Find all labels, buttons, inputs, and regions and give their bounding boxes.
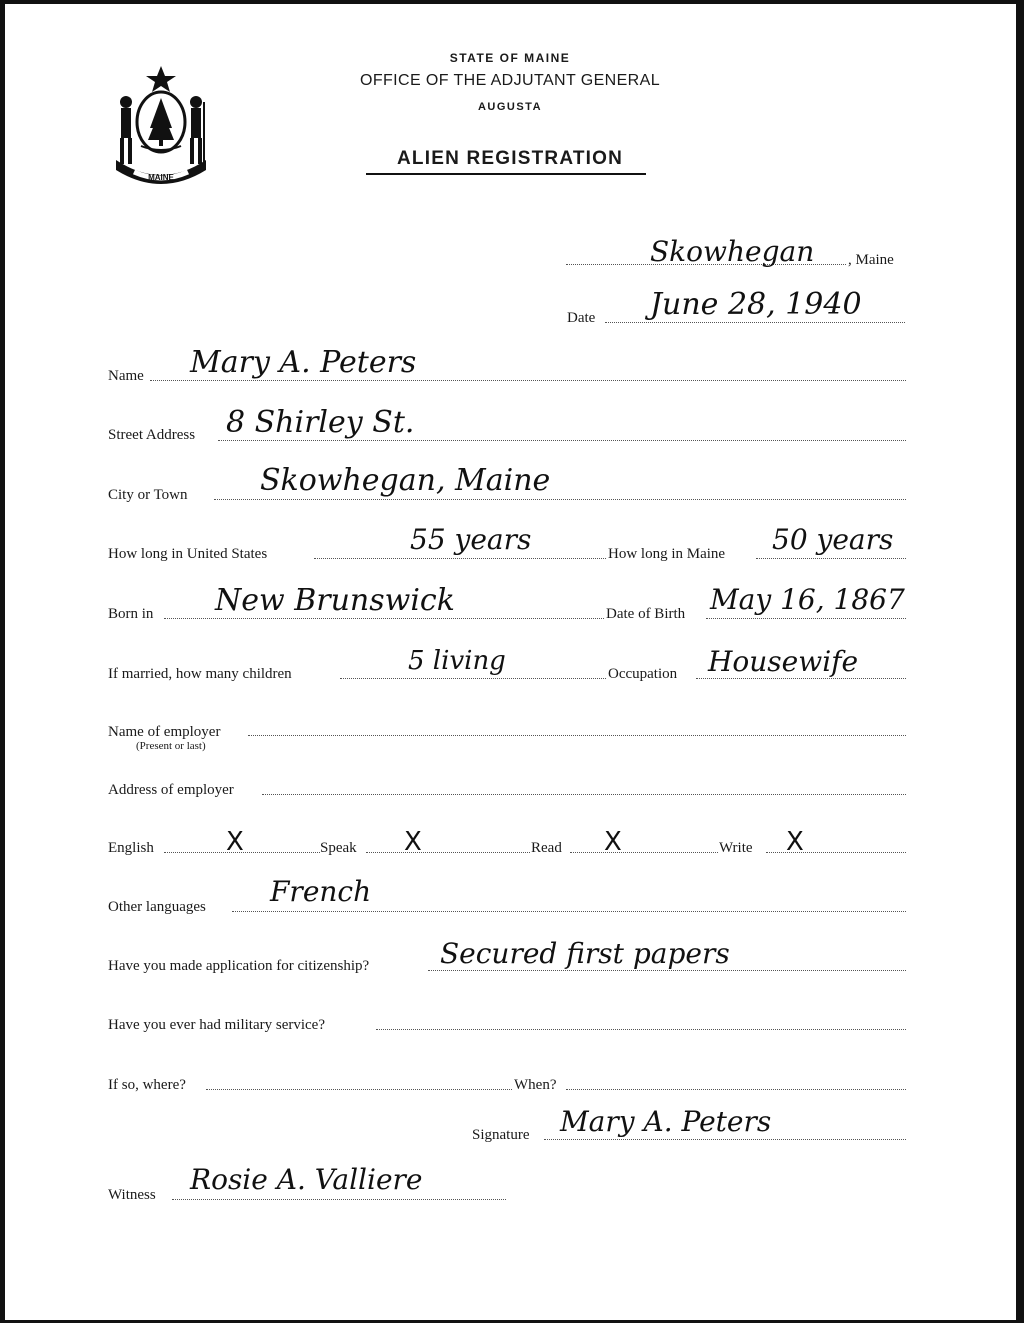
street-value: 8 Shirley St. bbox=[226, 405, 415, 440]
name-value: Mary A. Peters bbox=[190, 345, 417, 380]
title-underline bbox=[366, 173, 646, 175]
city-line bbox=[214, 499, 906, 500]
witness-value: Rosie A. Valliere bbox=[190, 1163, 423, 1196]
witness-label: Witness bbox=[108, 1187, 156, 1203]
where-line bbox=[206, 1089, 512, 1090]
city-label: City or Town bbox=[108, 487, 188, 503]
occupation-label: Occupation bbox=[608, 666, 678, 682]
write-label: Write bbox=[719, 840, 753, 856]
military-label: Have you ever had military service? bbox=[108, 1017, 325, 1033]
born-in-value: New Brunswick bbox=[215, 583, 455, 618]
other-languages-line bbox=[232, 911, 906, 912]
military-line bbox=[376, 1029, 906, 1030]
employer-address-label: Address of employer bbox=[108, 782, 234, 798]
dob-value: May 16, 1867 bbox=[710, 583, 905, 616]
other-languages-label: Other languages bbox=[108, 899, 206, 915]
dob-label: Date of Birth bbox=[606, 606, 686, 622]
citizenship-label: Have you made application for citizenship? bbox=[108, 958, 370, 974]
street-line bbox=[218, 440, 906, 441]
header-office: OFFICE OF THE ADJUTANT GENERAL bbox=[359, 72, 661, 89]
date-value: June 28, 1940 bbox=[650, 287, 862, 322]
seal-motto: MAINE bbox=[148, 173, 174, 182]
citizenship-value: Secured first papers bbox=[440, 937, 730, 970]
street-label: Street Address bbox=[108, 427, 196, 443]
born-in-label: Born in bbox=[108, 606, 154, 622]
dob-line bbox=[706, 618, 906, 619]
years-us-value: 55 years bbox=[410, 523, 532, 556]
speak-label: Speak bbox=[320, 840, 357, 856]
years-us-label: How long in United States bbox=[108, 546, 268, 562]
children-line bbox=[340, 678, 606, 679]
citizenship-line bbox=[428, 970, 906, 971]
name-line bbox=[150, 380, 906, 381]
employer-sublabel: (Present or last) bbox=[136, 740, 206, 752]
read-check: X bbox=[604, 827, 622, 857]
header-city: AUGUSTA bbox=[477, 101, 543, 113]
when-line bbox=[566, 1089, 906, 1090]
born-in-line bbox=[164, 618, 604, 619]
years-us-line bbox=[314, 558, 606, 559]
signature-label: Signature bbox=[472, 1127, 530, 1143]
witness-line bbox=[172, 1199, 506, 1200]
years-maine-line bbox=[756, 558, 906, 559]
location-town: Skowhegan bbox=[650, 235, 815, 268]
state-seal-icon bbox=[108, 62, 214, 190]
speak-check: X bbox=[404, 827, 422, 857]
years-maine-label: How long in Maine bbox=[608, 546, 726, 562]
signature-line bbox=[544, 1139, 906, 1140]
scan-edge-top bbox=[0, 0, 1024, 4]
write-check: X bbox=[786, 827, 804, 857]
header-state: STATE OF MAINE bbox=[449, 51, 571, 65]
city-value: Skowhegan, Maine bbox=[260, 463, 551, 498]
name-label: Name bbox=[108, 368, 144, 384]
signature-value: Mary A. Peters bbox=[560, 1105, 772, 1138]
form-title: ALIEN REGISTRATION bbox=[396, 148, 624, 169]
children-label: If married, how many children bbox=[108, 666, 292, 682]
where-label: If so, where? bbox=[108, 1077, 186, 1093]
occupation-line bbox=[696, 678, 906, 679]
english-check: X bbox=[226, 827, 244, 857]
occupation-value: Housewife bbox=[708, 645, 859, 678]
location-suffix: , Maine bbox=[848, 252, 894, 268]
scan-edge-left bbox=[0, 0, 5, 1323]
read-label: Read bbox=[531, 840, 562, 856]
english-label: English bbox=[108, 840, 154, 856]
years-maine-value: 50 years bbox=[772, 523, 894, 556]
date-line bbox=[605, 322, 905, 323]
employer-label: Name of employer bbox=[108, 724, 221, 740]
scan-edge-right bbox=[1016, 0, 1024, 1323]
other-languages-value: French bbox=[270, 875, 372, 908]
read-line bbox=[570, 852, 718, 853]
date-label: Date bbox=[567, 310, 596, 326]
children-value: 5 living bbox=[408, 646, 506, 676]
employer-address-line bbox=[262, 794, 906, 795]
speak-line bbox=[366, 852, 530, 853]
employer-line bbox=[248, 735, 906, 736]
when-label: When? bbox=[514, 1077, 557, 1093]
